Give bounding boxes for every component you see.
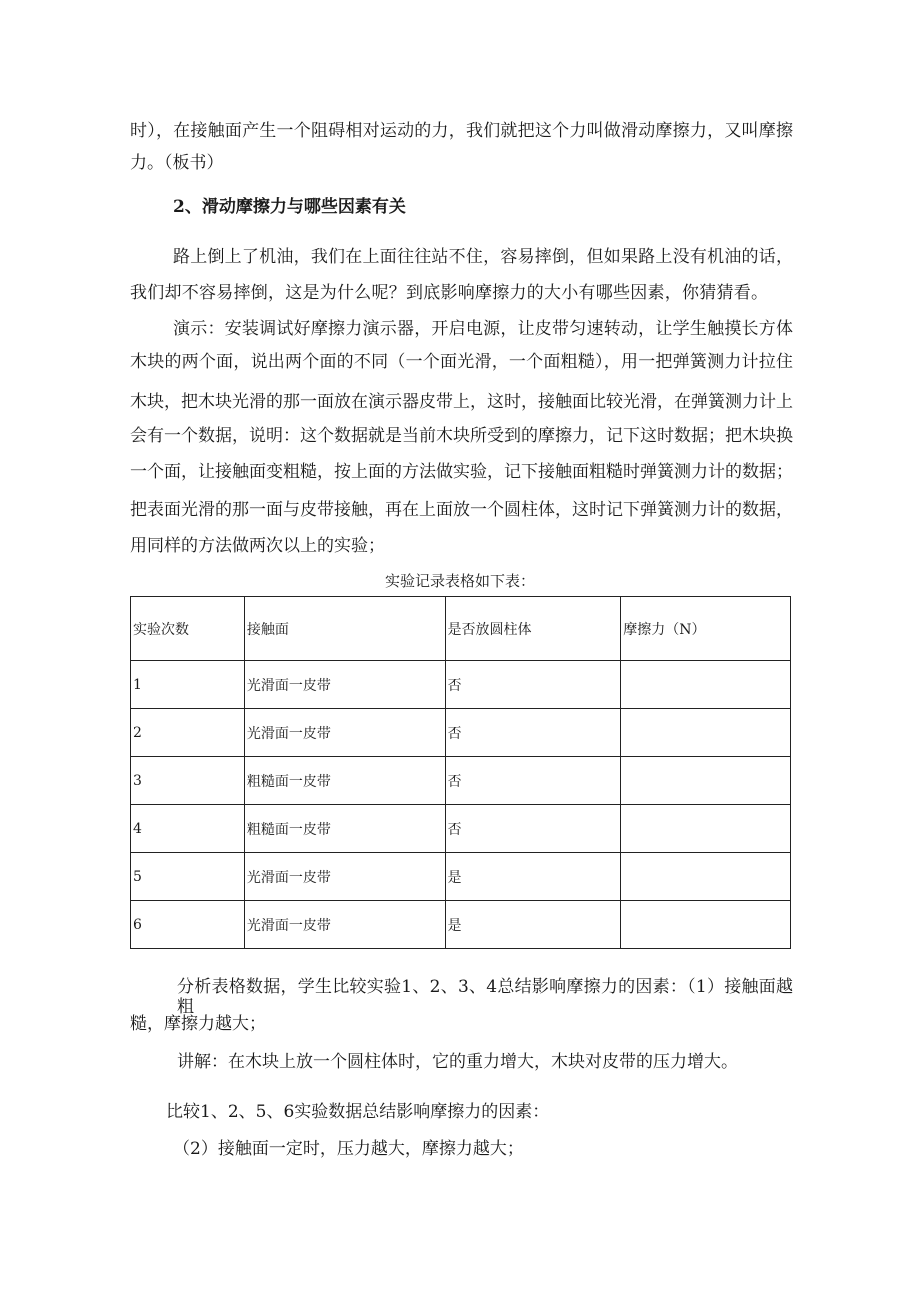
paragraph-line: 一个面，让接触面变粗糙，按上面的方法做实验，记下接触面粗糙时弹簧测力计的数据；: [130, 462, 793, 482]
paragraph-line: 演示：安装调试好摩擦力演示器，开启电源，让皮带匀速转动，让学生触摸长方体: [173, 319, 793, 339]
cell-cylinder: 否: [445, 709, 621, 757]
paragraph-line: 木块的两个面，说出两个面的不同（一个面光滑，一个面粗糙），用一把弹簧测力计拉住: [130, 352, 793, 372]
table-row: [131, 901, 791, 949]
cell-trial: 1: [131, 661, 245, 709]
cell-trial: 6: [131, 901, 245, 949]
cell-contact-surface: 粗糙面一皮带: [244, 757, 445, 805]
cell-trial: 4: [131, 805, 245, 853]
cell-cylinder: 否: [445, 757, 621, 805]
table-row: [131, 709, 791, 757]
table-row: [131, 661, 791, 709]
cell-friction: [621, 757, 791, 805]
cell-contact-surface: 光滑面一皮带: [244, 853, 445, 901]
cell-trial: 3: [131, 757, 245, 805]
paragraph-line: 用同样的方法做两次以上的实验；: [130, 536, 385, 556]
paragraph-line: 力。（板书）: [130, 153, 224, 173]
paragraph-line: 比较1、2、5、6实验数据总结影响摩擦力的因素：: [166, 1102, 550, 1122]
header-cell-cylinder: 是否放圆柱体: [445, 597, 621, 661]
cell-contact-surface: 光滑面一皮带: [244, 661, 445, 709]
cell-contact-surface: 光滑面一皮带: [244, 901, 445, 949]
cell-friction: [621, 901, 791, 949]
paragraph-line: 木块，把木块光滑的那一面放在演示器皮带上，这时，接触面比较光滑，在弹簧测力计上: [130, 392, 793, 412]
experiment-record-table: [130, 596, 791, 949]
cell-trial: 5: [131, 853, 245, 901]
header-cell-friction: 摩擦力（N）: [621, 597, 791, 661]
cell-cylinder: 是: [445, 901, 621, 949]
table-header-row: [131, 597, 791, 661]
paragraph-line: 我们却不容易摔倒，这是为什么呢？到底影响摩擦力的大小有哪些因素，你猜猜看。: [130, 283, 768, 303]
table-caption: 实验记录表格如下表：: [384, 572, 535, 590]
cell-contact-surface: 粗糙面一皮带: [244, 805, 445, 853]
paragraph-line: 分析表格数据，学生比较实验1、2、3、4总结影响摩擦力的因素：（1）接触面越粗: [177, 977, 793, 1017]
paragraph-line: 讲解：在木块上放一个圆柱体时，它的重力增大，木块对皮带的压力增大。: [177, 1052, 738, 1072]
paragraph-line: 把表面光滑的那一面与皮带接触，再在上面放一个圆柱体，这时记下弹簧测力计的数据，: [130, 500, 793, 520]
cell-contact-surface: 光滑面一皮带: [244, 709, 445, 757]
section-heading: 2、滑动摩擦力与哪些因素有关: [173, 197, 406, 217]
cell-friction: [621, 805, 791, 853]
table-row: [131, 853, 791, 901]
header-cell-contact-surface: 接触面: [244, 597, 445, 661]
paragraph-line: 路上倒上了机油，我们在上面往往站不住，容易摔倒，但如果路上没有机油的话，: [173, 247, 793, 267]
paragraph-line: 糙，摩擦力越大；: [130, 1014, 266, 1034]
cell-trial: 2: [131, 709, 245, 757]
cell-cylinder: 否: [445, 805, 621, 853]
cell-cylinder: 否: [445, 661, 621, 709]
cell-friction: [621, 853, 791, 901]
paragraph-line: 会有一个数据，说明：这个数据就是当前木块所受到的摩擦力，记下这时数据；把木块换: [130, 426, 793, 446]
table-row: [131, 805, 791, 853]
table-row: [131, 757, 791, 805]
cell-cylinder: 是: [445, 853, 621, 901]
header-cell-trial: 实验次数: [131, 597, 245, 661]
cell-friction: [621, 709, 791, 757]
cell-friction: [621, 661, 791, 709]
paragraph-line: （2）接触面一定时，压力越大，摩擦力越大；: [173, 1139, 524, 1159]
paragraph-line: 时），在接触面产生一个阻碍相对运动的力，我们就把这个力叫做滑动摩擦力，又叫摩擦: [130, 121, 793, 141]
